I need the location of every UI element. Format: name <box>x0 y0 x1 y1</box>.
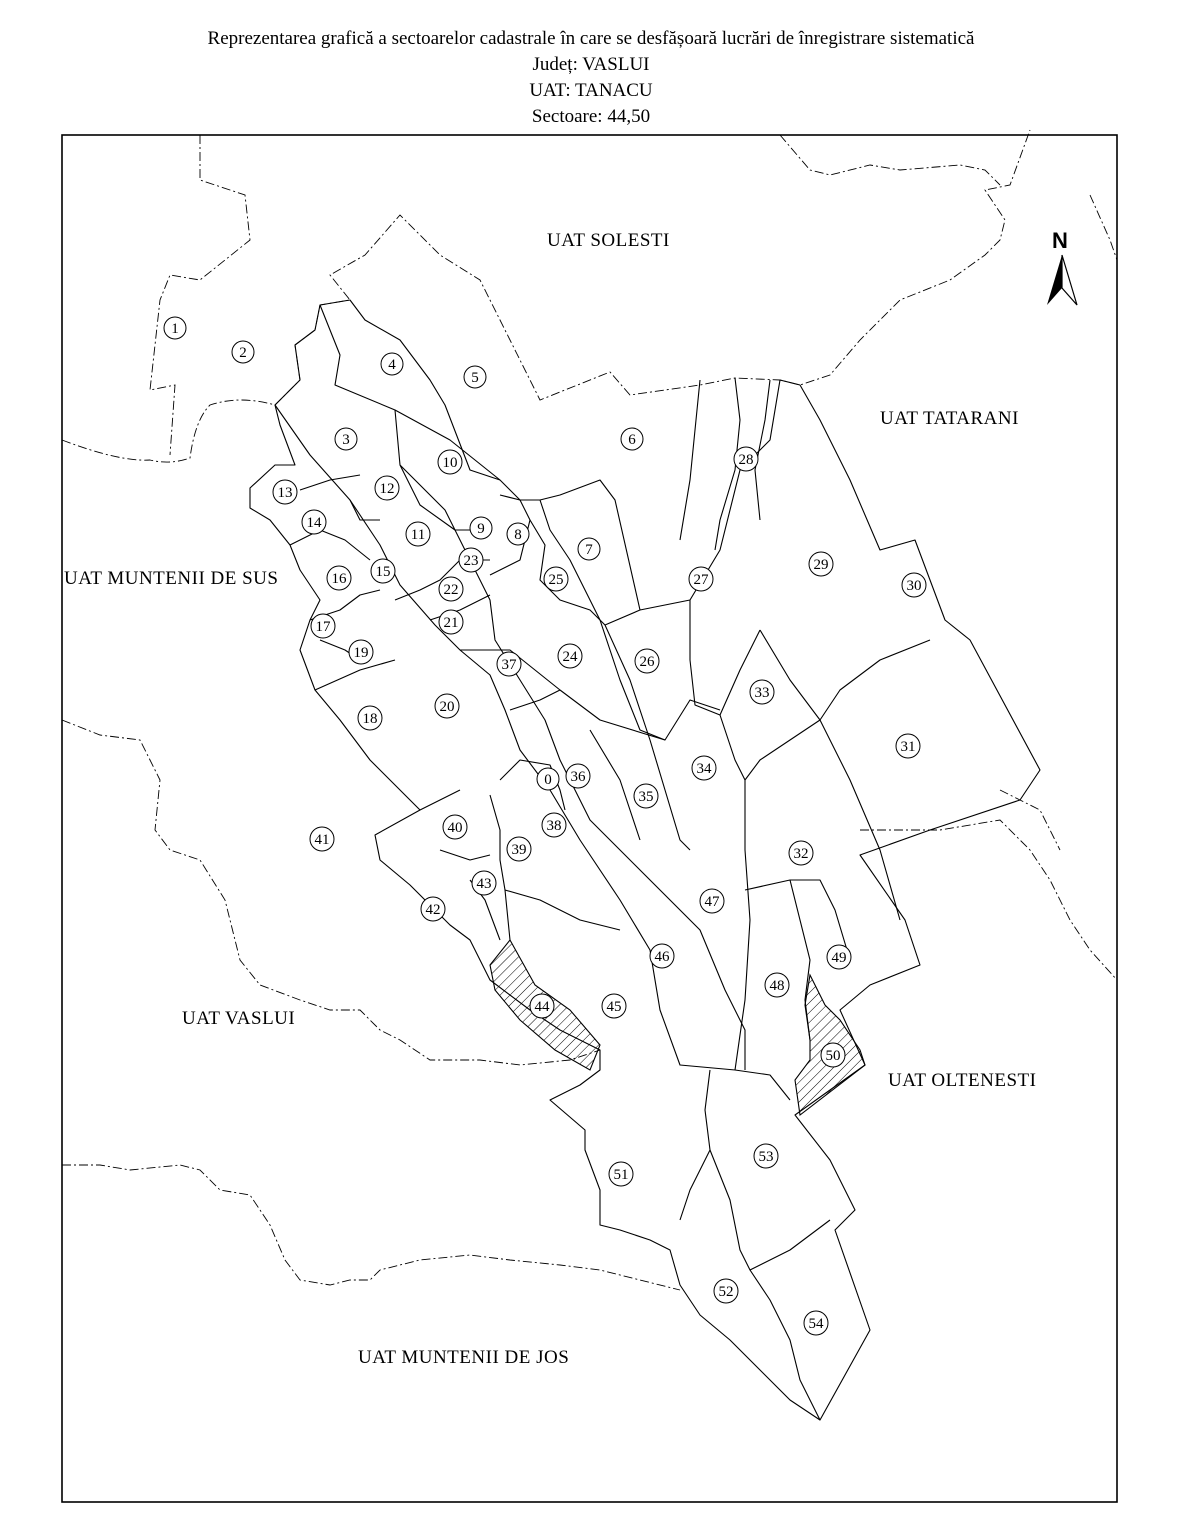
sector-marker-39 <box>507 837 531 861</box>
sector-marker-26 <box>635 649 659 673</box>
sector-number-36: 36 <box>570 769 586 785</box>
sector-marker-17 <box>311 614 335 638</box>
sector-number-35: 35 <box>638 789 654 805</box>
sector-marker-3 <box>335 428 357 450</box>
tanacu-outline <box>250 300 1040 1420</box>
uat-label-muntenii-de-jos: UAT MUNTENII DE JOS <box>358 1347 570 1368</box>
sector-number-52: 52 <box>718 1284 734 1300</box>
sector-number-11: 11 <box>410 527 426 543</box>
sector-number-30: 30 <box>906 578 922 594</box>
sector-marker-10 <box>438 450 462 474</box>
sector-number-50: 50 <box>825 1048 841 1064</box>
sector-marker-11 <box>406 522 430 546</box>
sector-number-9: 9 <box>477 521 485 537</box>
sector-number-8: 8 <box>514 527 522 543</box>
sector-number-10: 10 <box>442 455 458 471</box>
sector-number-49: 49 <box>831 950 847 966</box>
sector-number-4: 4 <box>388 357 396 373</box>
sector-labels <box>164 317 926 1335</box>
sector-marker-1 <box>164 317 186 339</box>
sector-marker-20 <box>435 694 459 718</box>
sector-marker-44 <box>530 994 554 1018</box>
uat-label-muntenii-de-sus: UAT MUNTENII DE SUS <box>64 568 279 589</box>
sector-marker-12 <box>375 476 399 500</box>
sector-marker-24 <box>558 644 582 668</box>
sector-marker-7 <box>578 538 600 560</box>
sector-number-28: 28 <box>738 452 754 468</box>
sector-number-16: 16 <box>331 571 347 587</box>
sector-marker-8 <box>507 523 529 545</box>
sector-number-48: 48 <box>769 978 785 994</box>
sector-number-45: 45 <box>606 999 622 1015</box>
sector-marker-45 <box>602 994 626 1018</box>
sector-marker-30 <box>902 573 926 597</box>
sector-number-47: 47 <box>704 894 720 910</box>
sector-number-33: 33 <box>754 685 770 701</box>
sector-marker-16 <box>327 566 351 590</box>
sector-number-15: 15 <box>375 564 391 580</box>
sector-number-38: 38 <box>546 818 562 834</box>
sector-marker-9 <box>470 517 492 539</box>
sector-marker-37 <box>497 652 521 676</box>
sector-number-24: 24 <box>562 649 578 665</box>
sector-number-41: 41 <box>314 832 330 848</box>
sector-marker-54 <box>804 1311 828 1335</box>
sector-marker-48 <box>765 973 789 997</box>
sector-marker-25 <box>544 567 568 591</box>
sector-number-19: 19 <box>353 645 369 661</box>
sector-marker-21 <box>439 610 463 634</box>
uat-label: UAT: TANACU <box>529 80 653 101</box>
sector-marker-53 <box>754 1144 778 1168</box>
sector-number-14: 14 <box>306 515 322 531</box>
sector-number-7: 7 <box>585 542 593 558</box>
sector-marker-14 <box>302 510 326 534</box>
sector-marker-52 <box>714 1279 738 1303</box>
sector-number-43: 43 <box>476 876 492 892</box>
sector-number-27: 27 <box>693 572 709 588</box>
sector-marker-2 <box>232 341 254 363</box>
sector-number-29: 29 <box>813 557 829 573</box>
sector-marker-43 <box>472 871 496 895</box>
uat-label-tatarani: UAT TATARANI <box>880 408 1019 429</box>
sector-number-5: 5 <box>471 370 479 386</box>
sector-marker-41 <box>310 827 334 851</box>
uat-label-vaslui: UAT VASLUI <box>182 1008 296 1029</box>
sector-marker-4 <box>381 353 403 375</box>
sector-marker-27 <box>689 567 713 591</box>
sector-number-54: 54 <box>808 1316 824 1332</box>
sector-marker-34 <box>692 756 716 780</box>
north-arrow-icon <box>1047 228 1077 305</box>
sector-number-13: 13 <box>277 485 293 501</box>
sector-marker-47 <box>700 889 724 913</box>
sector-marker-33 <box>750 680 774 704</box>
sector-number-44: 44 <box>534 999 550 1015</box>
sector-number-1: 1 <box>171 321 179 337</box>
sector-marker-35 <box>634 784 658 808</box>
sector-number-39: 39 <box>511 842 527 858</box>
sector-marker-13 <box>273 480 297 504</box>
sector-marker-6 <box>621 428 643 450</box>
sector-number-20: 20 <box>439 699 455 715</box>
sector-marker-31 <box>896 734 920 758</box>
uat-label-oltenesti: UAT OLTENESTI <box>888 1070 1037 1091</box>
sector-number-12: 12 <box>379 481 395 497</box>
sector-marker-29 <box>809 552 833 576</box>
sector-number-2: 2 <box>239 345 247 361</box>
map-title: Reprezentarea grafică a sectoarelor cadastrale în care se desfășoară lucrări de înregistrare sistematică <box>207 28 975 49</box>
north-label: N <box>1052 228 1068 253</box>
sector-number-34: 34 <box>696 761 712 777</box>
sector-marker-36 <box>566 764 590 788</box>
sector-number-53: 53 <box>758 1149 774 1165</box>
county-label: Județ: VASLUI <box>532 54 650 75</box>
sector-number-22: 22 <box>443 582 459 598</box>
sector-marker-28 <box>734 447 758 471</box>
sector-marker-46 <box>650 944 674 968</box>
sector-number-37: 37 <box>501 657 517 673</box>
sectors-label: Sectoare: 44,50 <box>531 106 651 127</box>
sector-marker-15 <box>371 559 395 583</box>
sector-boundaries <box>275 305 930 1420</box>
sector-marker-50 <box>821 1043 845 1067</box>
sector-marker-40 <box>443 815 467 839</box>
sector-number-46: 46 <box>654 949 670 965</box>
sector-number-40: 40 <box>447 820 463 836</box>
sector-marker-49 <box>827 945 851 969</box>
uat-boundaries <box>62 130 1117 1290</box>
sector-number-17: 17 <box>315 619 331 635</box>
sector-number-0: 0 <box>544 772 552 788</box>
sector-marker-19 <box>349 640 373 664</box>
sector-marker-38 <box>542 813 566 837</box>
sector-marker-23 <box>459 548 483 572</box>
sector-marker-32 <box>789 841 813 865</box>
sector-number-26: 26 <box>639 654 655 670</box>
sector-number-51: 51 <box>613 1167 629 1183</box>
sector-number-31: 31 <box>900 739 916 755</box>
sector-marker-18 <box>358 706 382 730</box>
sector-number-18: 18 <box>362 711 378 727</box>
sector-number-3: 3 <box>342 432 350 448</box>
sector-marker-51 <box>609 1162 633 1186</box>
sector-marker-5 <box>464 366 486 388</box>
sector-number-23: 23 <box>463 553 479 569</box>
sector-number-42: 42 <box>425 902 441 918</box>
sector-marker-0 <box>537 768 559 790</box>
uat-label-solesti: UAT SOLESTI <box>547 230 670 251</box>
sector-marker-22 <box>439 577 463 601</box>
sector-number-6: 6 <box>628 432 636 448</box>
sector-marker-42 <box>421 897 445 921</box>
sector-number-21: 21 <box>443 615 459 631</box>
sector-number-25: 25 <box>548 572 564 588</box>
sector-number-32: 32 <box>793 846 809 862</box>
